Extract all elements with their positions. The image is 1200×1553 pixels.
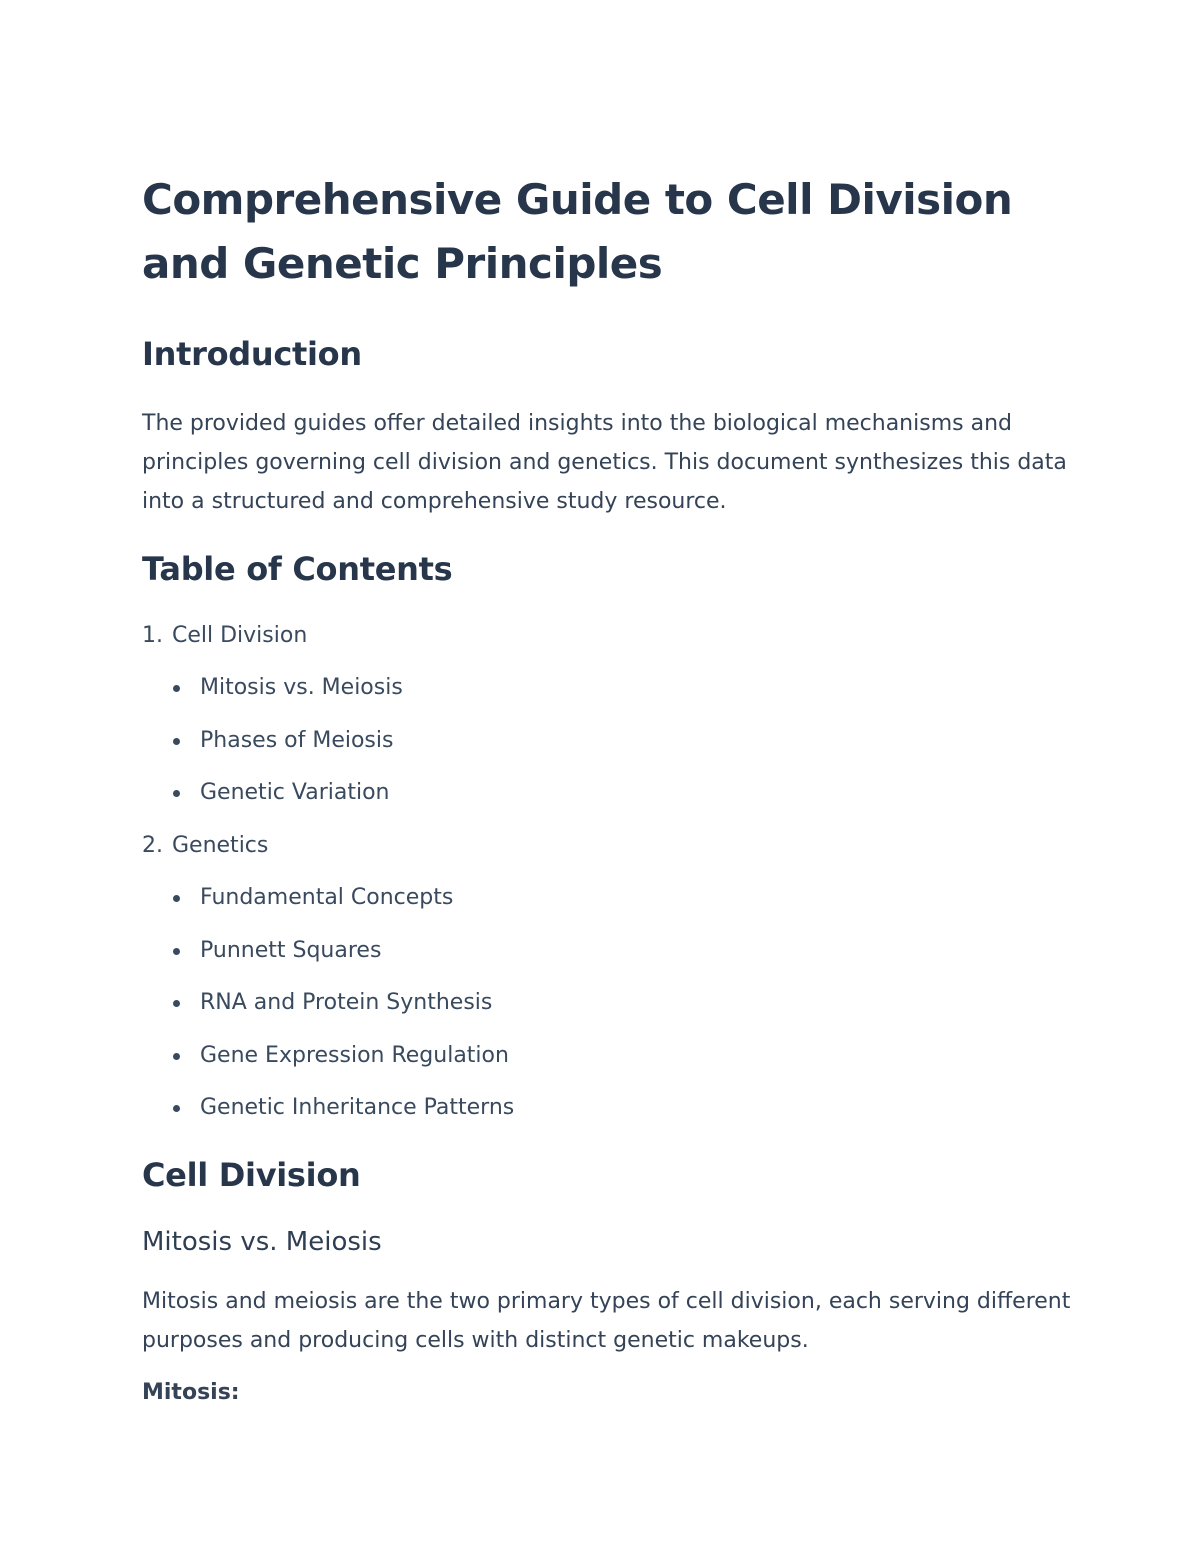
toc-subitem[interactable] xyxy=(142,1093,1060,1123)
bullet-icon xyxy=(173,790,180,797)
bullet-icon xyxy=(173,895,180,902)
intro-heading: Introduction xyxy=(142,335,362,373)
bullet-icon xyxy=(173,738,180,745)
toc-section-number: 1. xyxy=(142,623,163,648)
toc-subitem-label: RNA and Protein Synthesis xyxy=(200,990,493,1015)
toc-list xyxy=(142,621,1060,1123)
cell-division-heading: Cell Division xyxy=(142,1156,361,1194)
bullet-icon xyxy=(173,1105,180,1112)
toc-subitem-label: Fundamental Concepts xyxy=(200,885,454,910)
toc-heading: Table of Contents xyxy=(142,550,453,588)
toc-subitem-label: Genetic Inheritance Patterns xyxy=(200,1095,515,1120)
toc-subitem[interactable] xyxy=(142,726,1060,756)
bullet-icon xyxy=(173,948,180,955)
toc-subitem-label: Punnett Squares xyxy=(200,938,382,963)
toc-subitem-label: Phases of Meiosis xyxy=(200,728,394,753)
bullet-icon xyxy=(173,1053,180,1060)
toc-subitem[interactable] xyxy=(142,778,1060,808)
document-title: Comprehensive Guide to Cell Division and Genetic Principles xyxy=(142,175,1013,288)
toc-subitem-label: Genetic Variation xyxy=(200,780,390,805)
toc-subitem[interactable] xyxy=(142,1041,1060,1071)
bullet-icon xyxy=(173,685,180,692)
toc-subitem[interactable] xyxy=(142,673,1060,703)
toc-subitem[interactable] xyxy=(142,883,1060,913)
cell-division-paragraph: Mitosis and meiosis are the two primary types of cell division, each serving different purposes and producing cells with distinct genetic makeups. xyxy=(142,1289,1071,1353)
intro-paragraph: The provided guides offer detailed insights into the biological mechanisms and principles governing cell division and genetics. This document synthesizes this data into a structured and comprehensive study resource. xyxy=(142,411,1067,514)
mitosis-label: Mitosis: xyxy=(142,1380,240,1405)
toc-subitem-label: Mitosis vs. Meiosis xyxy=(200,675,403,700)
toc-section-label: Genetics xyxy=(172,833,269,858)
toc-section-cell-division[interactable] xyxy=(142,621,1060,651)
toc-section-genetics[interactable] xyxy=(142,831,1060,861)
mitosis-meiosis-subheading: Mitosis vs. Meiosis xyxy=(142,1227,382,1257)
bullet-icon xyxy=(173,1000,180,1007)
toc-section-number: 2. xyxy=(142,833,163,858)
toc-subitem[interactable] xyxy=(142,936,1060,966)
toc-subitem-label: Gene Expression Regulation xyxy=(200,1043,509,1068)
toc-subitem[interactable] xyxy=(142,988,1060,1018)
toc-section-label: Cell Division xyxy=(172,623,308,648)
